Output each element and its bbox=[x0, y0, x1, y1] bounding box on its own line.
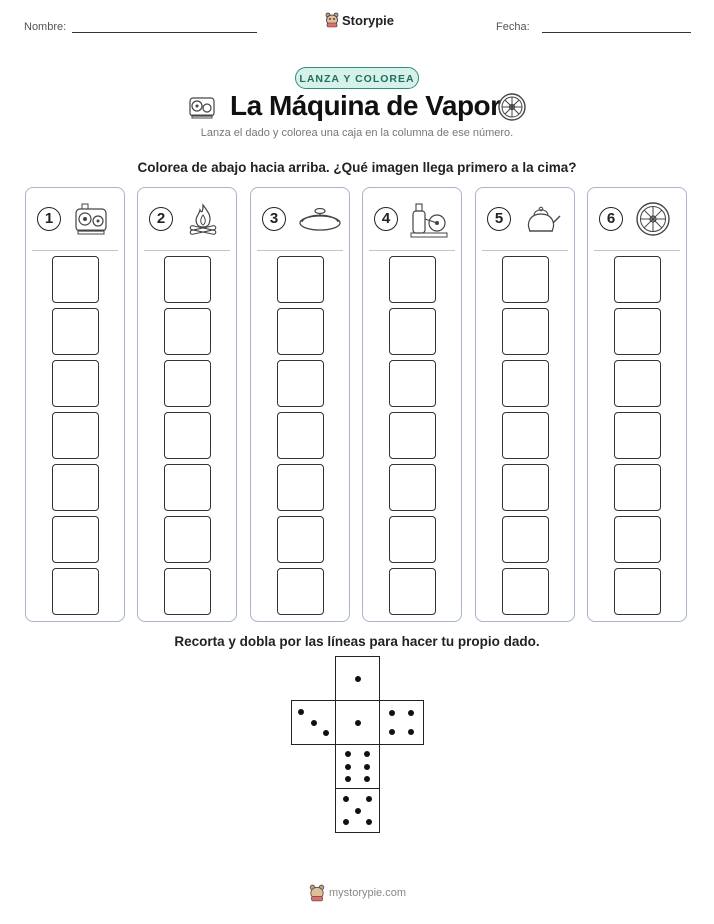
pot-lid-icon bbox=[297, 201, 335, 237]
dice-face-1 bbox=[335, 656, 380, 701]
kettle-icon bbox=[522, 201, 560, 237]
color-box[interactable] bbox=[164, 516, 211, 563]
instruction-columns: Colorea de abajo hacia arriba. ¿Qué imagen llega primero a la cima? bbox=[137, 160, 577, 175]
dice-face-6 bbox=[335, 744, 380, 789]
dice-pip bbox=[389, 729, 395, 735]
instruction-dice: Recorta y dobla por las líneas para hacer tu propio dado. bbox=[174, 634, 540, 649]
column-3 bbox=[250, 187, 350, 622]
dice-pip bbox=[408, 729, 414, 735]
color-box[interactable] bbox=[389, 412, 436, 459]
color-box[interactable] bbox=[502, 360, 549, 407]
color-box[interactable] bbox=[614, 464, 661, 511]
dice-face-1 bbox=[335, 700, 380, 745]
color-box[interactable] bbox=[164, 412, 211, 459]
page-title: La Máquina de Vapor bbox=[230, 90, 501, 121]
column-number: 2 bbox=[149, 207, 173, 231]
column-header bbox=[138, 188, 236, 250]
color-box[interactable] bbox=[52, 568, 99, 615]
storypie-mascot-icon bbox=[325, 12, 339, 28]
column-number: 5 bbox=[487, 207, 511, 231]
color-box[interactable] bbox=[277, 256, 324, 303]
color-box[interactable] bbox=[389, 360, 436, 407]
color-box[interactable] bbox=[277, 412, 324, 459]
column-divider bbox=[482, 250, 568, 251]
date-line[interactable] bbox=[542, 32, 691, 33]
dice-pip bbox=[364, 751, 370, 757]
column-header bbox=[251, 188, 349, 250]
color-box[interactable] bbox=[52, 360, 99, 407]
dice-pip bbox=[345, 776, 351, 782]
color-box[interactable] bbox=[389, 516, 436, 563]
column-number: 3 bbox=[262, 207, 286, 231]
column-divider bbox=[594, 250, 680, 251]
color-box[interactable] bbox=[52, 256, 99, 303]
dice-pip bbox=[323, 730, 329, 736]
color-box[interactable] bbox=[52, 516, 99, 563]
color-box[interactable] bbox=[52, 308, 99, 355]
color-box[interactable] bbox=[614, 516, 661, 563]
brand-name: Storypie bbox=[342, 12, 395, 28]
dice-pip bbox=[298, 709, 304, 715]
color-box[interactable] bbox=[277, 464, 324, 511]
wagon-wheel-icon bbox=[634, 201, 672, 237]
column-number: 4 bbox=[374, 207, 398, 231]
color-box[interactable] bbox=[52, 464, 99, 511]
dice-pip bbox=[364, 764, 370, 770]
column-divider bbox=[32, 250, 118, 251]
color-box[interactable] bbox=[614, 568, 661, 615]
color-box[interactable] bbox=[502, 308, 549, 355]
color-box[interactable] bbox=[614, 360, 661, 407]
dice-face-5 bbox=[335, 788, 380, 833]
column-2 bbox=[137, 187, 237, 622]
dice-pip bbox=[343, 819, 349, 825]
name-line[interactable] bbox=[72, 32, 257, 33]
color-box[interactable] bbox=[614, 256, 661, 303]
color-box[interactable] bbox=[502, 516, 549, 563]
column-header bbox=[363, 188, 461, 250]
column-divider bbox=[257, 250, 343, 251]
dice-pip bbox=[311, 720, 317, 726]
color-box[interactable] bbox=[614, 412, 661, 459]
dice-pip bbox=[345, 764, 351, 770]
activity-badge: LANZA Y COLOREA bbox=[295, 67, 419, 89]
color-box[interactable] bbox=[389, 308, 436, 355]
column-1 bbox=[25, 187, 125, 622]
dice-pip bbox=[389, 710, 395, 716]
gear-machine-icon bbox=[72, 201, 110, 237]
column-header bbox=[26, 188, 124, 250]
color-box[interactable] bbox=[502, 412, 549, 459]
column-number: 6 bbox=[599, 207, 623, 231]
column-divider bbox=[144, 250, 230, 251]
dice-face-3 bbox=[291, 700, 336, 745]
dice-face-4 bbox=[379, 700, 424, 745]
dice-pip bbox=[408, 710, 414, 716]
dice-pip bbox=[343, 796, 349, 802]
dice-pip bbox=[345, 751, 351, 757]
page-subtitle: Lanza el dado y colorea una caja en la columna de ese número. bbox=[200, 127, 514, 139]
dice-pip bbox=[366, 819, 372, 825]
color-box[interactable] bbox=[502, 256, 549, 303]
color-box[interactable] bbox=[502, 464, 549, 511]
color-box[interactable] bbox=[164, 308, 211, 355]
color-box[interactable] bbox=[164, 568, 211, 615]
name-label: Nombre: bbox=[24, 21, 67, 33]
dice-pip bbox=[366, 796, 372, 802]
color-box[interactable] bbox=[164, 256, 211, 303]
column-header bbox=[588, 188, 686, 250]
column-6 bbox=[587, 187, 687, 622]
color-box[interactable] bbox=[277, 308, 324, 355]
column-header bbox=[476, 188, 574, 250]
dice-pip bbox=[355, 676, 361, 682]
date-label: Fecha: bbox=[496, 21, 530, 33]
footer-url: mystorypie.com bbox=[329, 887, 407, 899]
title-gear-machine-icon bbox=[187, 93, 217, 126]
campfire-icon bbox=[184, 201, 222, 237]
color-box[interactable] bbox=[389, 256, 436, 303]
steam-engine-icon bbox=[409, 201, 447, 237]
column-4 bbox=[362, 187, 462, 622]
dice-pip bbox=[355, 808, 361, 814]
color-box[interactable] bbox=[164, 360, 211, 407]
title-wagon-wheel-icon bbox=[497, 92, 527, 127]
brand-logo bbox=[325, 12, 394, 28]
color-box[interactable] bbox=[502, 568, 549, 615]
storypie-mascot-icon bbox=[309, 884, 325, 902]
column-divider bbox=[369, 250, 455, 251]
dice-pip bbox=[364, 776, 370, 782]
column-5 bbox=[475, 187, 575, 622]
dice-pip bbox=[355, 720, 361, 726]
column-number: 1 bbox=[37, 207, 61, 231]
color-box[interactable] bbox=[277, 360, 324, 407]
color-box[interactable] bbox=[614, 308, 661, 355]
color-box[interactable] bbox=[52, 412, 99, 459]
color-box[interactable] bbox=[389, 464, 436, 511]
color-box[interactable] bbox=[277, 568, 324, 615]
color-box[interactable] bbox=[164, 464, 211, 511]
color-box[interactable] bbox=[277, 516, 324, 563]
footer bbox=[309, 884, 406, 902]
color-box[interactable] bbox=[389, 568, 436, 615]
